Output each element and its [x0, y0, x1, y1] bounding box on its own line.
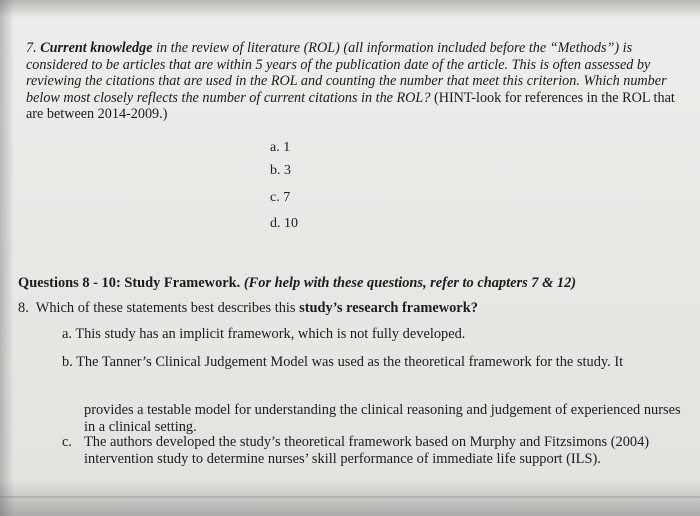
left-shadow [0, 0, 14, 516]
section-heading [18, 275, 576, 292]
question-7-option-c: c. 7 [270, 190, 291, 205]
section-title: Questions 8 - 10: Study Framework. [18, 275, 241, 291]
bottom-shadow [0, 480, 700, 516]
question-7-option-d: d. 10 [270, 216, 298, 231]
question-7-hint: (HINT-look for references in the ROL that are between 2014-2009.) [26, 89, 675, 123]
question-7-number: 7. [26, 40, 37, 56]
question-8-answer-b: b. The Tanner’s Clinical Judgement Model was used as the theoretical framework for the study. It [62, 354, 624, 370]
question-8-prompt: Which of these statements best describes this [35, 300, 296, 316]
question-8-answer-a: a. This study has an implicit framework, which is not fully developed. [62, 326, 466, 342]
question-8 [18, 300, 478, 317]
question-8-number: 8. [18, 300, 29, 316]
question-7-option-b: b. 3 [270, 163, 291, 178]
question-8-answer-c-label: c. [62, 434, 72, 450]
question-7-option-a: a. 1 [270, 140, 291, 155]
section-note: (For help with these questions, refer to chapters 7 & 12) [243, 275, 577, 291]
question-7-keyword: Current knowledge [40, 40, 153, 56]
question-7-body: in the review of literature (ROL) (all information included before the “Methods”) is considered to be articles that are within 5 years of the publication date of the article. This is often assessed by reviewing the citations that are used in the ROL and counting the number that meet this criterion. Which number below most closely reflects the number of current citations in the ROL? [26, 40, 667, 106]
question-8-answer-b-continued: provides a testable model for understanding the clinical reasoning and judgement of experienced nurses in a clinical setting. [84, 402, 681, 435]
question-8-answer-c-text: The authors developed the study’s theoretical framework based on Murphy and Fitzsimons (2004) intervention study to determine nurses’ skill performance of immediate life support (ILS). [84, 434, 650, 467]
top-shadow [0, 0, 700, 18]
question-8-prompt-emphasis: study’s research framework? [299, 300, 478, 316]
question-7 [26, 40, 686, 123]
